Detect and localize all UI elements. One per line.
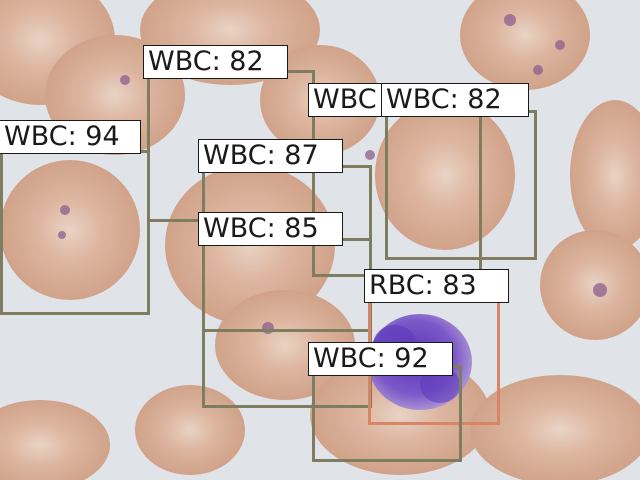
- detection-label-wbc-82-b: WBC: 82: [381, 83, 529, 117]
- detection-box-wbc-82-b: [385, 110, 537, 260]
- detection-label-wbc-92: WBC: 92: [308, 342, 453, 376]
- detection-label-wbc-85: WBC: 85: [198, 212, 343, 246]
- detection-label-wbc-82-a: WBC: 82: [143, 45, 288, 79]
- detection-label-wbc-87: WBC: 87: [198, 139, 343, 173]
- detection-box-wbc-92: [312, 365, 462, 462]
- detection-label-rbc-83: RBC: 83: [364, 269, 509, 303]
- detection-label-wbc-94: WBC: 94: [0, 120, 141, 154]
- detection-label-wbc-partial: WBC: [308, 83, 386, 117]
- detection-box-wbc-94: [0, 150, 150, 315]
